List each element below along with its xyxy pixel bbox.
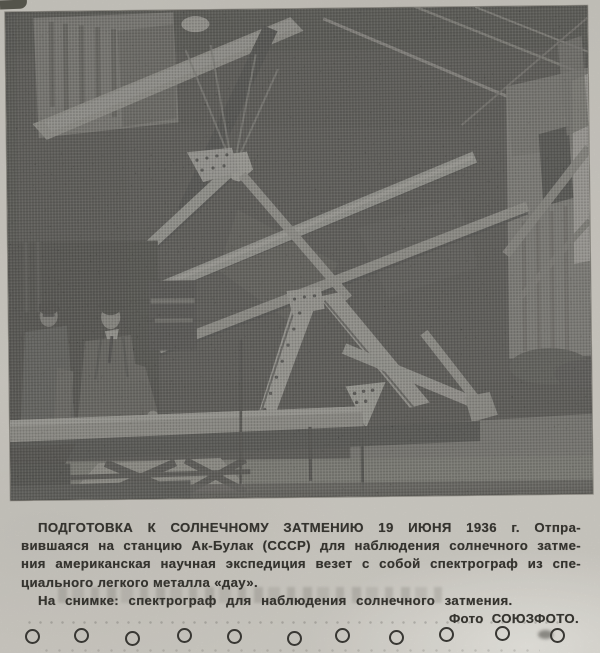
photograph [5,6,592,501]
caption-line-2: вившаяся на станцию Ак-Булак (СССР) для наблюдения солнечного затме- [21,538,581,554]
caption-line-1: ПОДГОТОВКА К СОЛНЕЧНОМУ ЗАТМЕНИЮ 19 ИЮНЯ 1936 г. Отпра- [38,520,581,535]
perforation-ring [287,631,302,646]
caption-line-3: ния американская научная экспедиция везет с собой спектрограф из спе- [21,556,581,572]
perforation-ring [25,629,40,644]
perforation-ring [439,627,454,642]
caption-line-4: циального легкого металла «дау». [21,574,259,590]
perforation-ring [495,626,510,641]
perforation-ring [74,628,89,643]
corner-ink-mark [0,0,27,9]
perforation-ring [335,628,350,643]
caption-block [21,519,581,628]
perforation-ring [125,631,140,646]
photo-credit: Фото СОЮЗФОТО. [448,611,579,627]
caption-line-5: На снимке: спектрограф для наблюдения солнечного затмения. [38,592,513,608]
photo-art [5,6,592,501]
perforation-ring [177,628,192,643]
perforation-ring [389,630,404,645]
ink-smudge [538,630,553,639]
perforation-ring [227,629,242,644]
